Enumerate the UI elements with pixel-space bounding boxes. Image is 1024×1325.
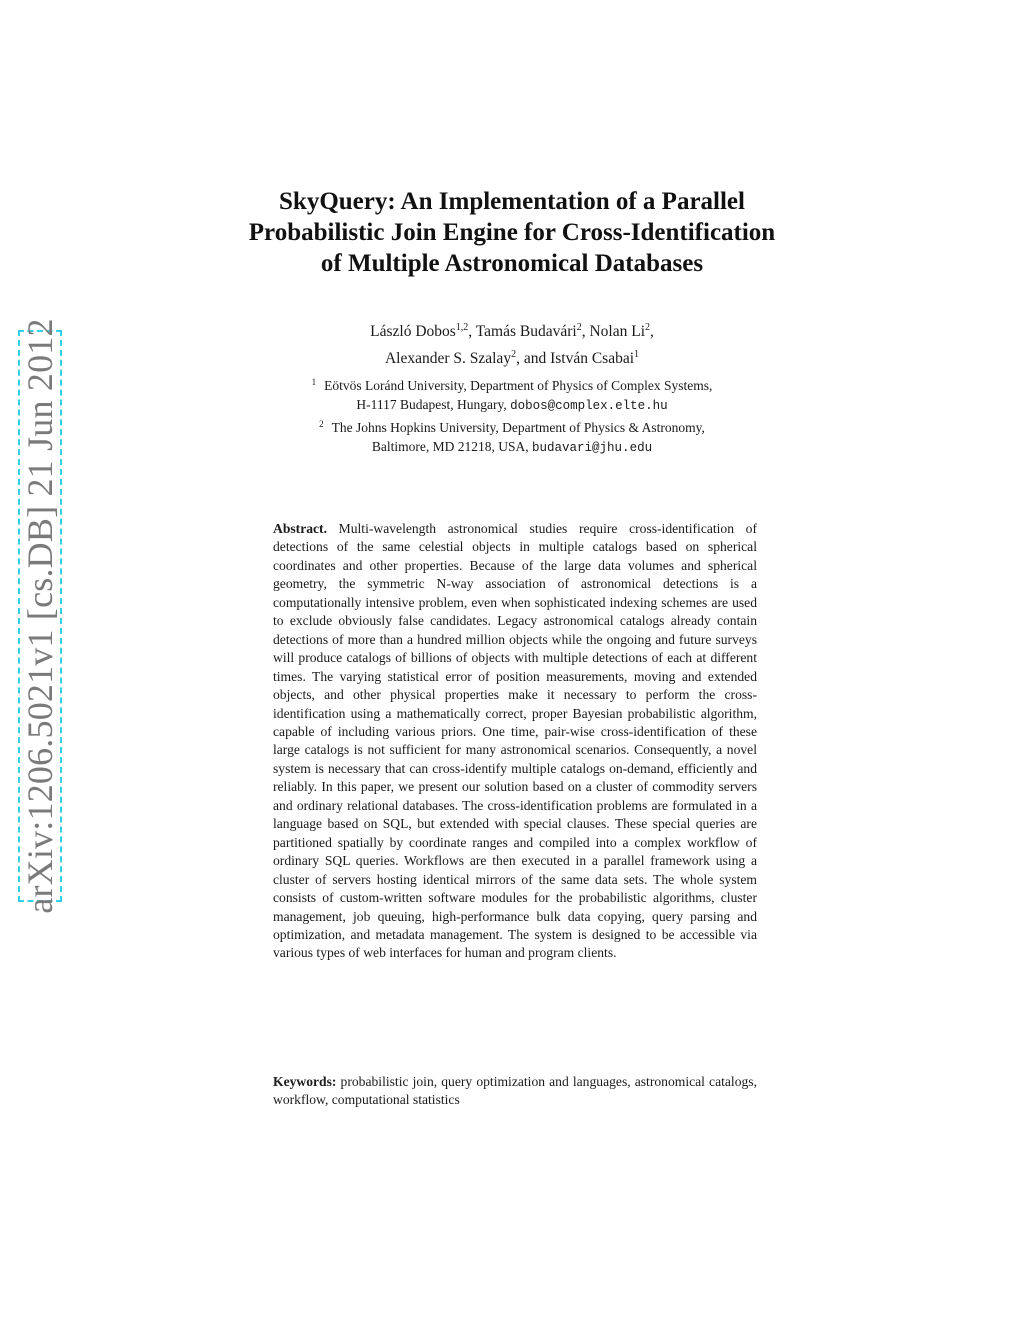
author-name: Nolan Li — [589, 323, 645, 341]
keywords-label: Keywords: — [273, 1074, 337, 1089]
abstract-text: Multi-wavelength astronomical studies require cross-identification of detections of the same celestial objects in multiple catalogs based on spherical coordinates and other properties. Because of the large data volumes and spherical geometry, the symmetric N-way association of astronomical detections is a computationally intensive problem, even when sophisticated indexing schemes are used to exclude obviously false candidates. Legacy astronomical catalogs already contain detections of more than a hundred million objects while the ongoing and future surveys will produce catalogs of billions of objects with multiple detections of each at different times. The varying statistical error of position measurements, moving and extended objects, and other physical properties make it necessary to perform the cross-identification using a mathematically correct, proper Bayesian probabilistic algorithm, capable of including various priors. One time, pair-wise cross-identification of these large catalogs is not sufficient for many astronomical scenarios. Consequently, a novel system is necessary that can cross-identify multiple catalogs on-demand, efficiently and reliably. In this paper, we present our solution based on a cluster of commodity servers and ordinary relational databases. The cross-identification problems are formulated in a language based on SQL, but extended with special clauses. These special queries are partitioned spatially by coordinate ranges and compiled into a complex workflow of ordinary SQL queries. Workflows are then executed in a parallel framework using a cluster of servers hosting identical mirrors of the same data sets. The whole system consists of custom-written software modules for the probabilistic algorithms, cluster management, job queuing, high-performance bulk data copying, query parsing and optimization, and metadata management. The system is designed to be accessible via various types of web interfaces for human and program clients. — [273, 521, 757, 961]
arxiv-identifier[interactable]: arXiv:1206.5021v1 [cs.DB] 21 Jun 2012 — [20, 318, 60, 914]
affiliation-2-line-2: Baltimore, MD 21218, USA, budavari@jhu.edu — [371, 438, 653, 455]
affiliation-2-line-1: $^2$ The Johns Hopkins University, Department of Physics & Astronomy, — [319, 419, 705, 435]
author-affil-mark: 1 — [634, 349, 640, 361]
keywords-text: probabilistic join, query optimization and languages, astronomical catalogs, workflow, computational statistics — [273, 1074, 757, 1108]
author-affil-mark: 2 — [511, 349, 517, 361]
affiliation-mark: 1 — [311, 377, 317, 387]
author-name: László Dobos — [370, 323, 456, 341]
author-line-1: László Dobos$^{1,2}$, Tamás Budavári$^2$, Nolan Li$^2$, — [370, 322, 654, 341]
author-affil-mark: 2 — [645, 322, 650, 333]
email-link[interactable]: budavari@jhu.edu — [532, 440, 653, 455]
affiliation-mark: 2 — [319, 419, 324, 429]
author-line-2: Alexander S. Szalay$^2$, and István Csabai$^1$ — [384, 349, 640, 368]
author-affil-mark: 2 — [576, 322, 582, 333]
email-link[interactable]: dobos@complex.elte.hu — [510, 398, 668, 413]
abstract — [273, 520, 757, 963]
abstract-label: Abstract. — [273, 521, 327, 536]
affiliation-1-line-1: $^1$ Eötvös Loránd University, Department of Physics of Complex Systems, — [311, 377, 713, 393]
title-line-3: of Multiple Astronomical Databases — [320, 250, 704, 277]
affiliation-1-line-2: H-1117 Budapest, Hungary, dobos@complex.elte.hu — [356, 396, 668, 413]
affiliations — [0, 373, 1024, 457]
author-affil-mark: 1,2 — [455, 322, 469, 333]
author-name: Tamás Budavári — [475, 323, 577, 341]
title-line-1: SkyQuery: An Implementation of a Parallel — [279, 188, 745, 215]
author-name: Alexander S. Szalay — [384, 350, 512, 368]
keywords — [273, 1073, 757, 1110]
author-list — [0, 316, 1024, 370]
paper-title — [0, 186, 1024, 279]
author-name: István Csabai — [550, 350, 635, 368]
title-line-2: Probabilistic Join Engine for Cross-Identification — [248, 219, 776, 246]
